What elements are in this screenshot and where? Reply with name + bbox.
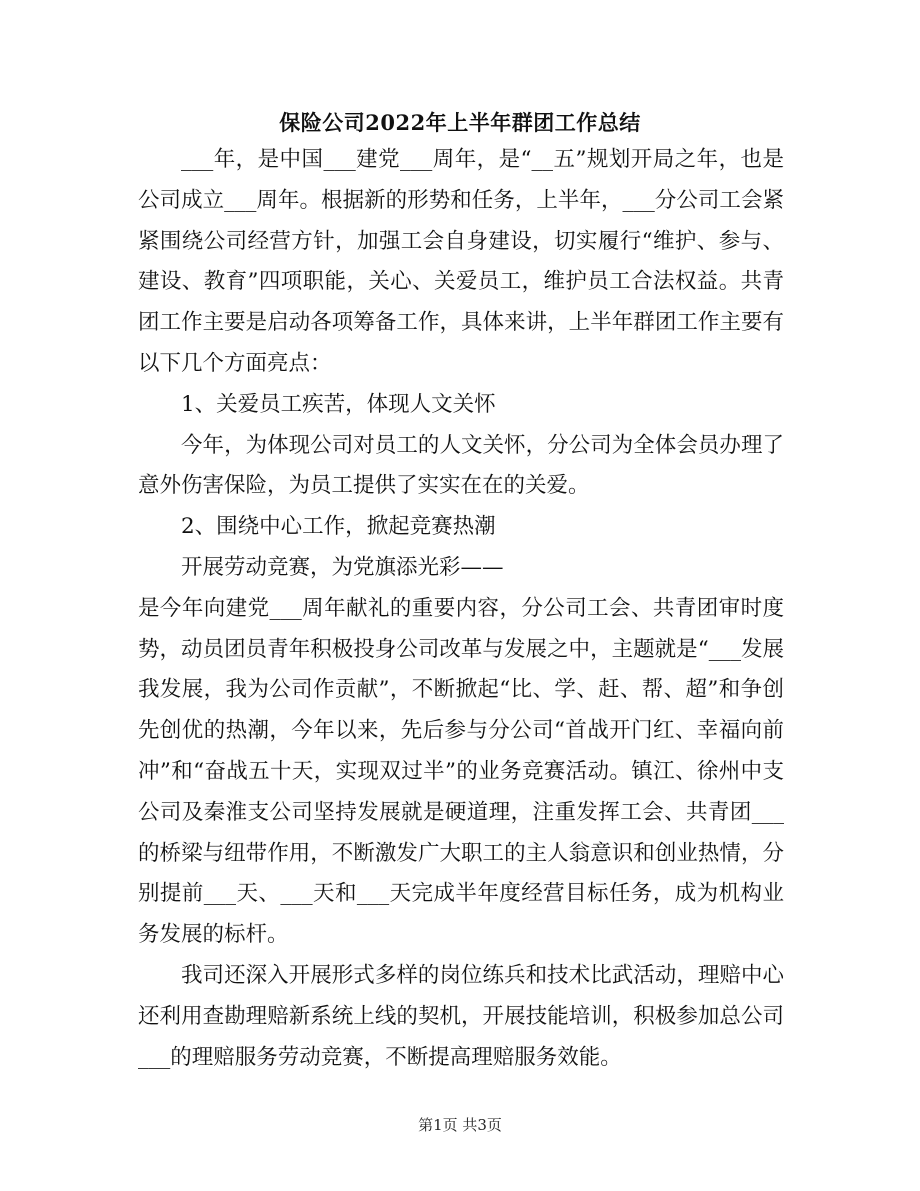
- document-title: 保险公司2022年上半年群团工作总结: [279, 110, 641, 135]
- page-indicator: 第1页 共3页: [418, 1116, 502, 1134]
- paragraph-intro: ___年，是中国___建党___周年，是“__五”规划开局之年，也是公司成立___周年。根据新的形势和任务，上半年，___分公司工会紧紧围绕公司经营方针，加强工会自身建设，切实履行“维护、参与、建设、教育”四项职能，关心、关爱员工，维护员工合法权益。共青团工作主要是启动各项筹备工作，具体来讲，上半年群团工作主要有以下几个方面亮点：: [138, 147, 784, 376]
- section-heading-2: 2、围绕中心工作，掀起竞赛热潮: [181, 514, 496, 540]
- paragraph-training: 我司还深入开展形式多样的岗位练兵和技术比武活动，理赔中心还利用查勘理赔新系统上线的契机，开展技能培训，积极参加总公司___的理赔服务劳动竞赛，不断提高理赔服务效能。: [138, 962, 784, 1070]
- section-heading-1: 1、关爱员工疾苦，体现人文关怀: [181, 391, 496, 417]
- paragraph-care: 今年，为体现公司对员工的人文关怀，分公司为全体会员办理了意外伤害保险，为员工提供了实实在在的关爱。: [138, 432, 784, 499]
- paragraph-competition-lead: 开展劳动竞赛，为党旗添光彩——: [181, 554, 504, 580]
- document-body: [138, 140, 784, 1078]
- paragraph-competition: 是今年向建党___周年献礼的重要内容，分公司工会、共青团审时度势，动员团员青年积极投身公司改革与发展之中，主题就是“___发展我发展，我为公司作贡献”，不断掀起“比、学、赶、帮、超”和争创先创优的热潮，今年以来，先后参与分公司“首战开门红、幸福向前冲”和“奋战五十天，实现双过半”的业务竞赛活动。镇江、徐州中支公司及秦淮支公司坚持发展就是硬道理，注重发挥工会、共青团___的桥梁与纽带作用，不断激发广大职工的主人翁意识和创业热情，分别提前___天、___天和___天完成半年度经营目标任务，成为机构业务发展的标杆。: [138, 595, 784, 948]
